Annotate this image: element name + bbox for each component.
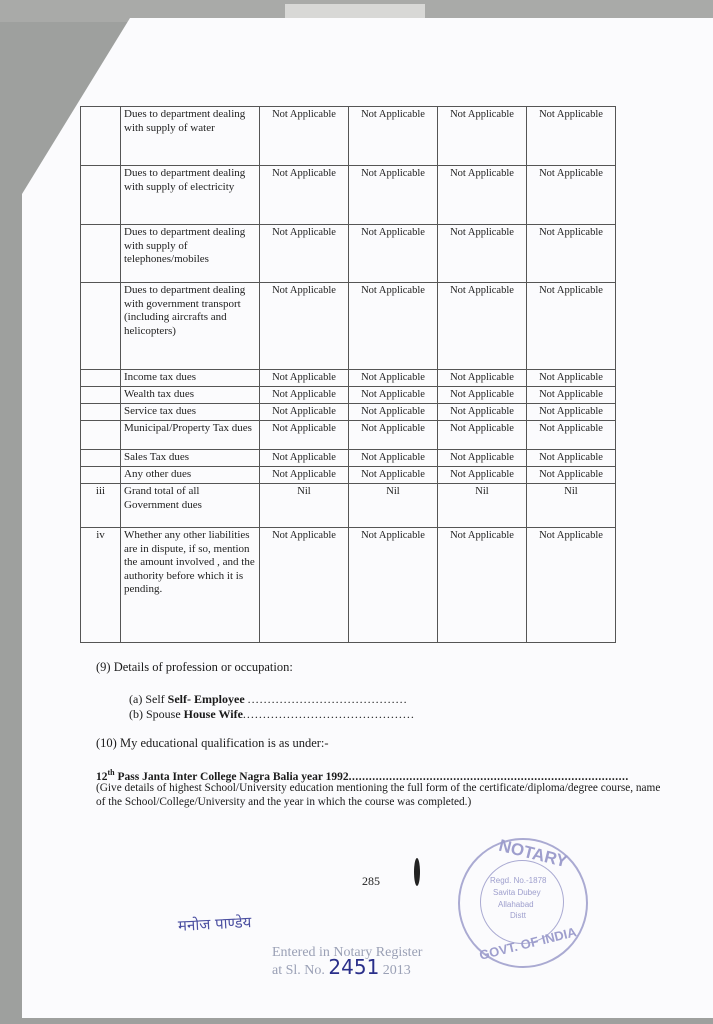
- stamp-top-text: NOTARY: [496, 835, 570, 872]
- row-value-cell: Not Applicable: [349, 421, 438, 450]
- row-value-cell: Not Applicable: [260, 450, 349, 467]
- row-number: [81, 370, 121, 387]
- row-number: [81, 166, 121, 225]
- spouse-occupation-dots: ...........................................: [242, 707, 415, 721]
- row-description: Income tax dues: [121, 370, 260, 387]
- row-value-cell: Not Applicable: [438, 450, 527, 467]
- row-value-cell: Not Applicable: [527, 421, 616, 450]
- row-value-cell: Not Applicable: [438, 404, 527, 421]
- row-value-cell: Not Applicable: [349, 166, 438, 225]
- row-description: Sales Tax dues: [121, 450, 260, 467]
- row-value-cell: Not Applicable: [527, 166, 616, 225]
- dues-table-body: [81, 107, 616, 643]
- handwritten-signature: मनोज पाण्डेय: [177, 913, 252, 935]
- row-value-cell: Not Applicable: [527, 225, 616, 283]
- row-value-cell: Nil: [260, 484, 349, 528]
- row-number: [81, 450, 121, 467]
- ink-mark: [414, 858, 420, 886]
- section-9-heading: (9) Details of profession or occupation:: [96, 660, 293, 674]
- row-value-cell: Not Applicable: [260, 421, 349, 450]
- row-description: Wealth tax dues: [121, 387, 260, 404]
- table-row: [81, 421, 616, 450]
- row-number: [81, 467, 121, 484]
- row-value-cell: Not Applicable: [527, 387, 616, 404]
- table-row: [81, 225, 616, 283]
- row-value-cell: Not Applicable: [349, 225, 438, 283]
- row-value-cell: Nil: [527, 484, 616, 528]
- section-10-heading: (10) My educational qualification is as under:-: [96, 736, 329, 750]
- row-value-cell: Not Applicable: [349, 450, 438, 467]
- row-value-cell: Not Applicable: [438, 528, 527, 643]
- row-value-cell: Not Applicable: [349, 283, 438, 370]
- row-value-cell: Not Applicable: [438, 467, 527, 484]
- row-value-cell: Not Applicable: [527, 450, 616, 467]
- row-number: iv: [81, 528, 121, 643]
- row-description: Dues to department dealing with government transport (including aircrafts and helicopters): [121, 283, 260, 370]
- row-value-cell: Not Applicable: [438, 421, 527, 450]
- scanner-clip: [285, 4, 425, 18]
- row-value-cell: Not Applicable: [349, 387, 438, 404]
- register-entry-line1: Entered in Notary Register: [272, 945, 423, 960]
- row-description: Dues to department dealing with supply of telephones/mobiles: [121, 225, 260, 283]
- row-value-cell: Not Applicable: [260, 387, 349, 404]
- row-value-cell: Not Applicable: [260, 370, 349, 387]
- table-row: [81, 166, 616, 225]
- row-number: iii: [81, 484, 121, 528]
- table-row: [81, 283, 616, 370]
- page-number: 285: [362, 874, 380, 888]
- self-label: (a) Self: [129, 692, 165, 706]
- row-description: Dues to department dealing with supply of water: [121, 107, 260, 166]
- qualification-dots: ...................................................................................: [348, 770, 629, 783]
- stamp-district: Distt: [510, 911, 526, 920]
- table-row: [81, 107, 616, 166]
- row-value-cell: Not Applicable: [527, 528, 616, 643]
- spouse-occupation-value: House Wife: [183, 707, 243, 721]
- stamp-name: Savita Dubey: [493, 888, 541, 897]
- table-row: [81, 484, 616, 528]
- row-value-cell: Not Applicable: [349, 370, 438, 387]
- table-row: [81, 467, 616, 484]
- row-value-cell: Not Applicable: [260, 225, 349, 283]
- row-value-cell: Not Applicable: [527, 370, 616, 387]
- row-description: Service tax dues: [121, 404, 260, 421]
- row-value-cell: Not Applicable: [260, 528, 349, 643]
- row-description: Any other dues: [121, 467, 260, 484]
- spouse-occupation-line: [129, 707, 415, 722]
- spouse-label: (b) Spouse: [129, 707, 181, 721]
- table-row: [81, 370, 616, 387]
- row-value-cell: Not Applicable: [527, 107, 616, 166]
- row-number: [81, 421, 121, 450]
- register-serial: 2451: [328, 955, 380, 979]
- register-year: 2013: [382, 963, 411, 978]
- row-value-cell: Not Applicable: [349, 467, 438, 484]
- table-row: [81, 387, 616, 404]
- row-value-cell: Not Applicable: [349, 528, 438, 643]
- qualification-note: (Give details of highest School/University education mentioning the full form of the certificate/diploma/degree course, name of the School/College/University and the year in which the course was completed.): [96, 782, 661, 808]
- row-description: Municipal/Property Tax dues: [121, 421, 260, 450]
- row-value-cell: Not Applicable: [260, 166, 349, 225]
- row-value-cell: Not Applicable: [349, 404, 438, 421]
- row-value-cell: Nil: [349, 484, 438, 528]
- table-row: [81, 450, 616, 467]
- stamp-place: Allahabad: [498, 900, 534, 909]
- row-description: Dues to department dealing with supply of electricity: [121, 166, 260, 225]
- register-entry-label: at Sl. No.: [272, 963, 325, 978]
- row-number: [81, 404, 121, 421]
- register-entry-line2: [272, 955, 422, 979]
- row-value-cell: Not Applicable: [260, 404, 349, 421]
- notary-stamp: [458, 835, 588, 968]
- dues-table: [80, 106, 616, 643]
- qualification-grade: 12: [96, 770, 108, 783]
- qualification-superscript: th: [107, 768, 115, 777]
- row-value-cell: Not Applicable: [438, 387, 527, 404]
- row-value-cell: Not Applicable: [438, 107, 527, 166]
- row-value-cell: Not Applicable: [260, 467, 349, 484]
- row-value-cell: Not Applicable: [349, 107, 438, 166]
- row-value-cell: Nil: [438, 484, 527, 528]
- row-value-cell: Not Applicable: [438, 283, 527, 370]
- row-value-cell: Not Applicable: [438, 225, 527, 283]
- notary-register-entry: [272, 946, 422, 978]
- row-number: [81, 107, 121, 166]
- row-number: [81, 225, 121, 283]
- row-value-cell: Not Applicable: [527, 404, 616, 421]
- table-row: [81, 528, 616, 643]
- row-description: Whether any other liabilities are in dispute, if so, mention the amount involved , and the authority before which it is pending.: [121, 528, 260, 643]
- self-occupation-value: Self- Employee: [167, 692, 245, 706]
- row-value-cell: Not Applicable: [527, 467, 616, 484]
- self-occupation-line: [129, 692, 408, 707]
- self-occupation-dots: ........................................: [247, 692, 408, 706]
- stamp-bottom-text: GOVT. OF INDIA: [477, 924, 579, 963]
- stamp-regd-no: Regd. No.-1878: [490, 876, 547, 885]
- row-value-cell: Not Applicable: [260, 107, 349, 166]
- row-description: Grand total of all Government dues: [121, 484, 260, 528]
- table-row: [81, 404, 616, 421]
- row-number: [81, 387, 121, 404]
- row-value-cell: Not Applicable: [438, 370, 527, 387]
- row-value-cell: Not Applicable: [438, 166, 527, 225]
- row-value-cell: Not Applicable: [527, 283, 616, 370]
- row-value-cell: Not Applicable: [260, 283, 349, 370]
- qualification-text: Pass Janta Inter College Nagra Balia year 1992: [114, 770, 349, 783]
- row-number: [81, 283, 121, 370]
